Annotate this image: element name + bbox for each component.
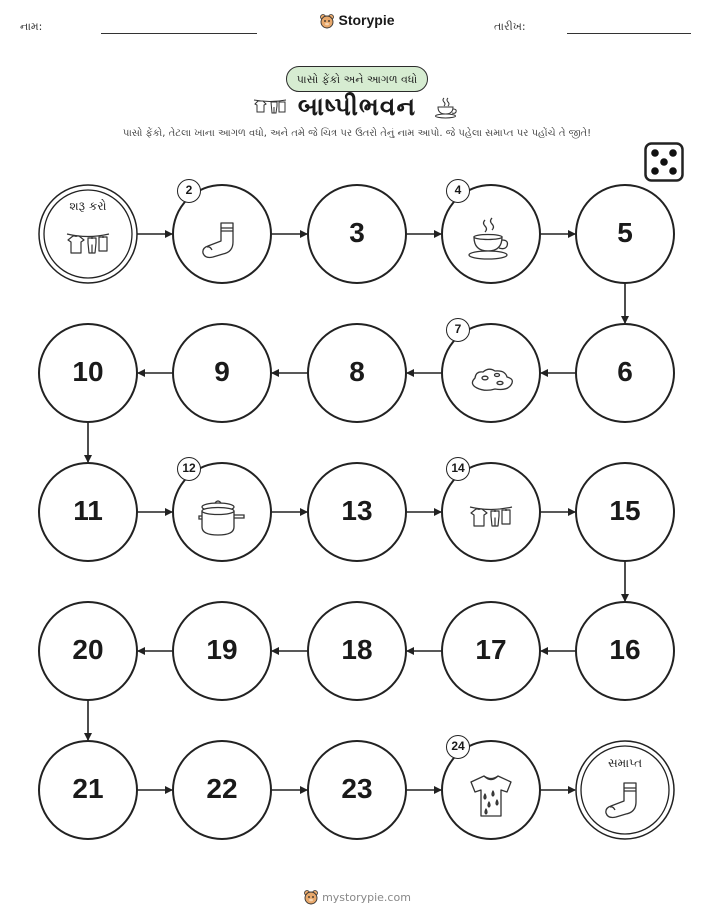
square-number: 13: [341, 495, 373, 526]
square-number: 9: [214, 356, 230, 387]
wet-shirt-icon: [468, 772, 514, 824]
square-number: 10: [72, 356, 104, 387]
puddle-icon: [467, 364, 515, 398]
square-number-badge: 12: [177, 457, 201, 481]
square-number: 8: [349, 356, 365, 387]
square-number: 3: [349, 217, 365, 248]
square-number: 16: [609, 634, 641, 665]
square-number-badge: 7: [446, 318, 470, 342]
footer-site: mystorypie.com: [322, 891, 411, 904]
square-number-badge: 14: [446, 457, 470, 481]
square-number: 17: [475, 634, 507, 665]
date-label: તારીખ:: [494, 20, 526, 33]
square-number-badge: 24: [446, 735, 470, 759]
sock-icon: [199, 220, 245, 264]
start-label: શરૂ કરો: [69, 199, 107, 213]
clothesline-icon: [66, 230, 110, 264]
square-number: 5: [617, 217, 633, 248]
page-title: બાષ્પીભવન: [297, 92, 417, 121]
square-number-badge: 2: [177, 179, 201, 203]
storypie-logo-icon: [303, 889, 319, 908]
square-number: 22: [206, 773, 238, 804]
square-number: 6: [617, 356, 633, 387]
teacup-icon: [467, 216, 515, 268]
square-number: 20: [72, 634, 104, 665]
brand-name: Storypie: [338, 12, 395, 28]
square-number: 19: [206, 634, 238, 665]
name-label: નામ:: [20, 20, 43, 33]
square-number: 18: [341, 634, 373, 665]
square-number-badge: 4: [446, 179, 470, 203]
pot-icon: [196, 496, 248, 544]
clothesline-icon: [469, 503, 513, 537]
instructions: પાસો ફેંકો, તેટલા ખાના આગળ વધો, અને તમે જે ચિત્ર પર ઉતરો તેનું નામ આપો. જે પહેલા સમાપ્ત પર પહોંચે તે જીતે!: [122, 128, 592, 139]
square-number: 15: [609, 495, 641, 526]
square-number: 11: [73, 495, 103, 526]
finish-label: સમાપ્ત: [607, 756, 643, 770]
sock-icon: [602, 780, 648, 824]
square-number: 23: [341, 773, 373, 804]
square-number: 21: [72, 773, 104, 804]
footer: [0, 889, 714, 908]
subtitle-pill: પાસો ફેંકો અને આગળ વધો: [286, 66, 428, 92]
